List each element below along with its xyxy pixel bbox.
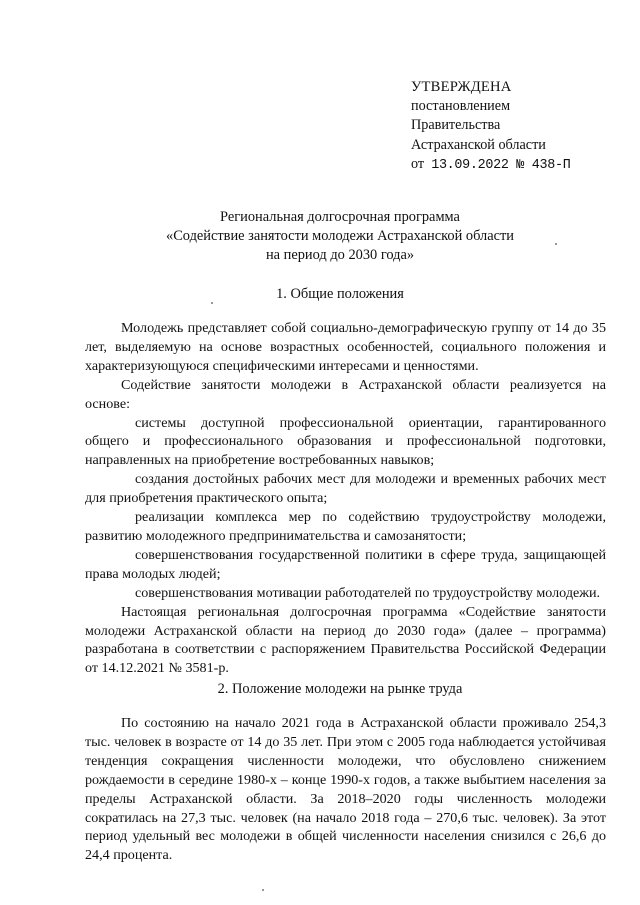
section-1-heading: 1. Общие положения <box>276 286 404 302</box>
approval-line-1: постановлением <box>411 98 511 115</box>
approval-date-prefix: от <box>411 155 425 172</box>
approval-line-2: Правительства <box>411 117 501 134</box>
approval-date-number: 13.09.2022 № 438-П <box>431 157 571 173</box>
paragraph: Настоящая региональная долгосрочная программа «Содействие занятости молодежи Астраханской области на период до 2030 года» (далее – программа) разработана в соответствии с распоряжением Правительства Российской Федерации от 14.12.2021 № 3581-р. <box>85 603 606 677</box>
paragraph: Молодежь представляет собой социально-демографическую группу от 14 до 35 лет, выделяемую на основе возрастных особенностей, социального положения и характеризующуюся специфическими интересами и ценностями. <box>85 320 606 374</box>
approval-stamp <box>411 78 631 175</box>
list-item: совершенствования государственной политики в сфере труда, защищающей права молодых людей; <box>85 546 606 582</box>
approval-line-3: Астраханской области <box>411 136 546 153</box>
title-line-3: на период до 2030 года» <box>265 247 415 263</box>
list-item: совершенствования мотивации работодателей по трудоустройству молодежи. <box>135 584 601 601</box>
section-2-body <box>85 714 606 865</box>
approval-status: УТВЕРЖДЕНА <box>411 79 512 95</box>
program-title <box>70 208 610 265</box>
section-1-body <box>85 319 606 678</box>
scan-speck <box>262 889 264 891</box>
paragraph: Содействие занятости молодежи в Астраханской области реализуется на основе: <box>85 376 606 412</box>
scan-speck <box>555 243 557 245</box>
section-2-heading: 2. Положение молодежи на рынке труда <box>217 681 463 697</box>
title-line-1: Региональная долгосрочная программа <box>220 209 460 225</box>
list-item: реализации комплекса мер по содействию трудоустройству молодежи, развитию молодежного предпринимательства и самозанятости; <box>85 509 606 544</box>
list-item: системы доступной профессиональной ориентации, гарантированного общего и профессионального образования и профессиональной подготовки, направленных на приобретение востребованных навыков; <box>85 414 606 469</box>
title-line-2: «Содействие занятости молодежи Астраханской области <box>166 228 514 244</box>
approval-date-line <box>411 155 631 175</box>
scan-speck <box>211 302 213 304</box>
list-item: создания достойных рабочих мест для молодежи и временных рабочих мест для приобретения практического опыта; <box>85 471 606 507</box>
paragraph: По состоянию на начало 2021 года в Астраханской области проживало 254,3 тыс. человек в возрасте от 14 до 35 лет. При этом с 2005 года наблюдается устойчивая тенденция сокращения численности молодежи, что обусловлено снижением рождаемости в середине 1980-х – конце 1990-х годов, а также выбытием населения за пределы Астраханской области. За 2018–2020 годы численность молодежи сократилась на 27,3 тыс. человек (на начало 2018 года – 270,6 тыс. человек). За этот период удельный вес молодежи в общей численности населения снизился с 26,6 до 24,4 процента. <box>85 715 606 864</box>
